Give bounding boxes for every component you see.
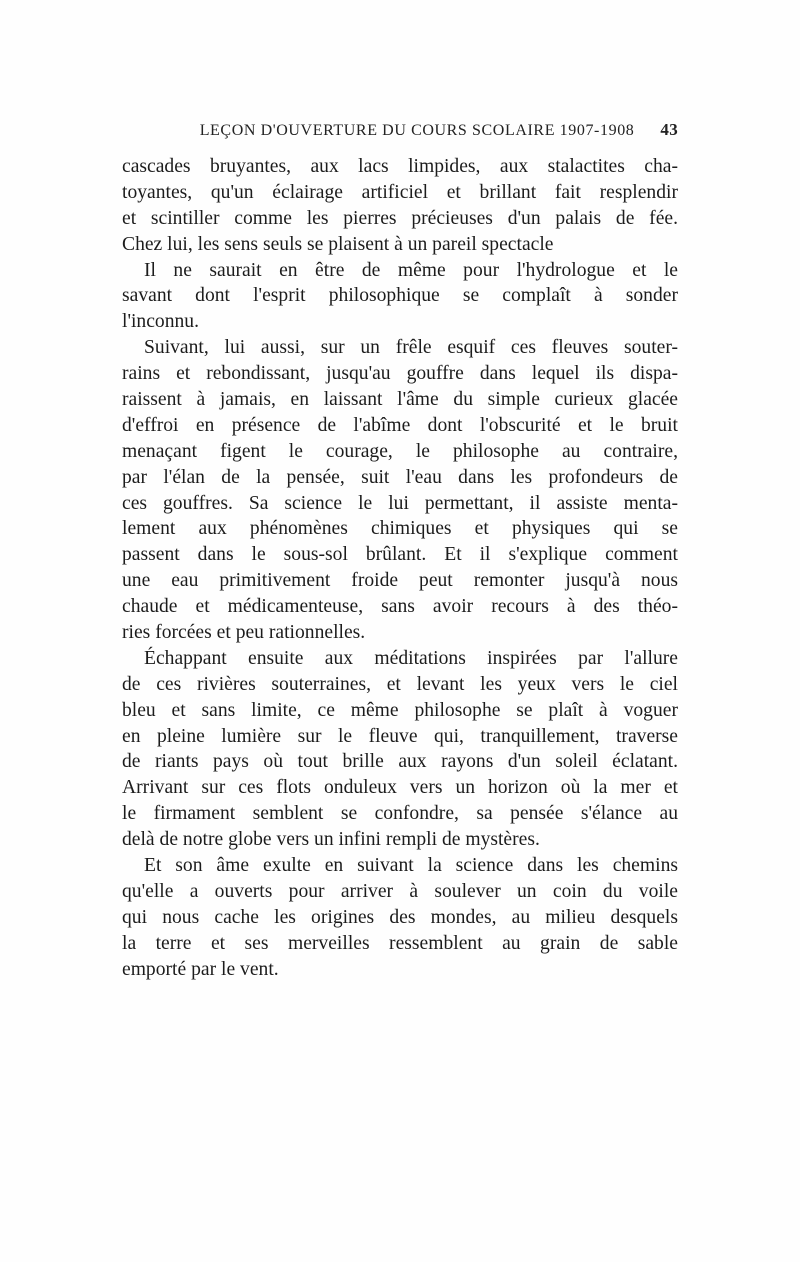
text-line: lement aux phénomènes chimiques et physiques qui se [122,518,678,540]
text-line: en pleine lumière sur le fleuve qui, tranquillement, traverse [122,725,678,747]
page-number: 43 [660,120,678,139]
text-line: Et son âme exulte en suivant la science dans les chemins [144,855,678,877]
text-line: cascades bruyantes, aux lacs limpides, aux stalactites cha- [122,156,678,177]
running-title: LEÇON D'OUVERTURE DU COURS SCOLAIRE 1907-1908 [199,122,635,139]
text-line: ces gouffres. Sa science le lui permettant, il assiste menta- [122,492,678,514]
text-line: passent dans le sous-sol brûlant. Et il s'explique comment [122,544,678,566]
text-line: delà de notre globe vers un infini rempli de mystères. [122,829,540,851]
text-line: de riants pays où tout brille aux rayons d'un soleil éclatant. [122,751,678,773]
text-line: Échappant ensuite aux méditations inspirées par l'allure [144,647,678,669]
body-text [122,154,678,983]
paragraph [122,646,678,853]
text-line: savant dont l'esprit philosophique se complaît à sonder [122,285,678,307]
paragraph [122,258,678,336]
text-line: Chez lui, les sens seuls se plaisent à un pareil spectacle [122,233,554,255]
text-line: Suivant, lui aussi, sur un frêle esquif ces fleuves souter- [144,337,678,359]
text-line: ries forcées et peu rationnelles. [122,622,366,644]
text-line: rains et rebondissant, jusqu'au gouffre dans lequel ils dispa- [122,363,678,385]
page-header [122,120,678,144]
text-line: qui nous cache les origines des mondes, au milieu desquels [122,906,678,928]
text-line: toyantes, qu'un éclairage artificiel et brillant fait resplendir [122,181,678,203]
paragraph [122,154,678,258]
text-line: l'inconnu. [122,311,199,333]
text-line: menaçant figent le courage, le philosophe au contraire, [122,440,678,462]
text-line: la terre et ses merveilles ressemblent au grain de sable [122,932,678,954]
text-line: de ces rivières souterraines, et levant les yeux vers le ciel [122,673,678,695]
text-line: Arrivant sur ces flots onduleux vers un horizon où la mer et [122,777,678,799]
text-line: Il ne saurait en être de même pour l'hydrologue et le [144,259,678,281]
text-line: emporté par le vent. [122,958,279,980]
text-line: d'effroi en présence de l'abîme dont l'obscurité et le bruit [122,414,678,436]
text-line: chaude et médicamenteuse, sans avoir recours à des théo- [122,596,678,618]
text-line: bleu et sans limite, ce même philosophe se plaît à voguer [122,699,678,721]
text-line: et scintiller comme les pierres précieuses d'un palais de fée. [122,207,678,229]
text-line: une eau primitivement froide peut remonter jusqu'à nous [122,570,678,592]
text-line: par l'élan de la pensée, suit l'eau dans les profondeurs de [122,466,678,488]
paragraph [122,335,678,646]
text-line: le firmament semblent se confondre, sa pensée s'élance au [122,803,678,825]
text-line: raissent à jamais, en laissant l'âme du simple curieux glacée [122,389,678,411]
paragraph [122,853,678,982]
text-line: qu'elle a ouverts pour arriver à soulever un coin du voile [122,880,678,902]
